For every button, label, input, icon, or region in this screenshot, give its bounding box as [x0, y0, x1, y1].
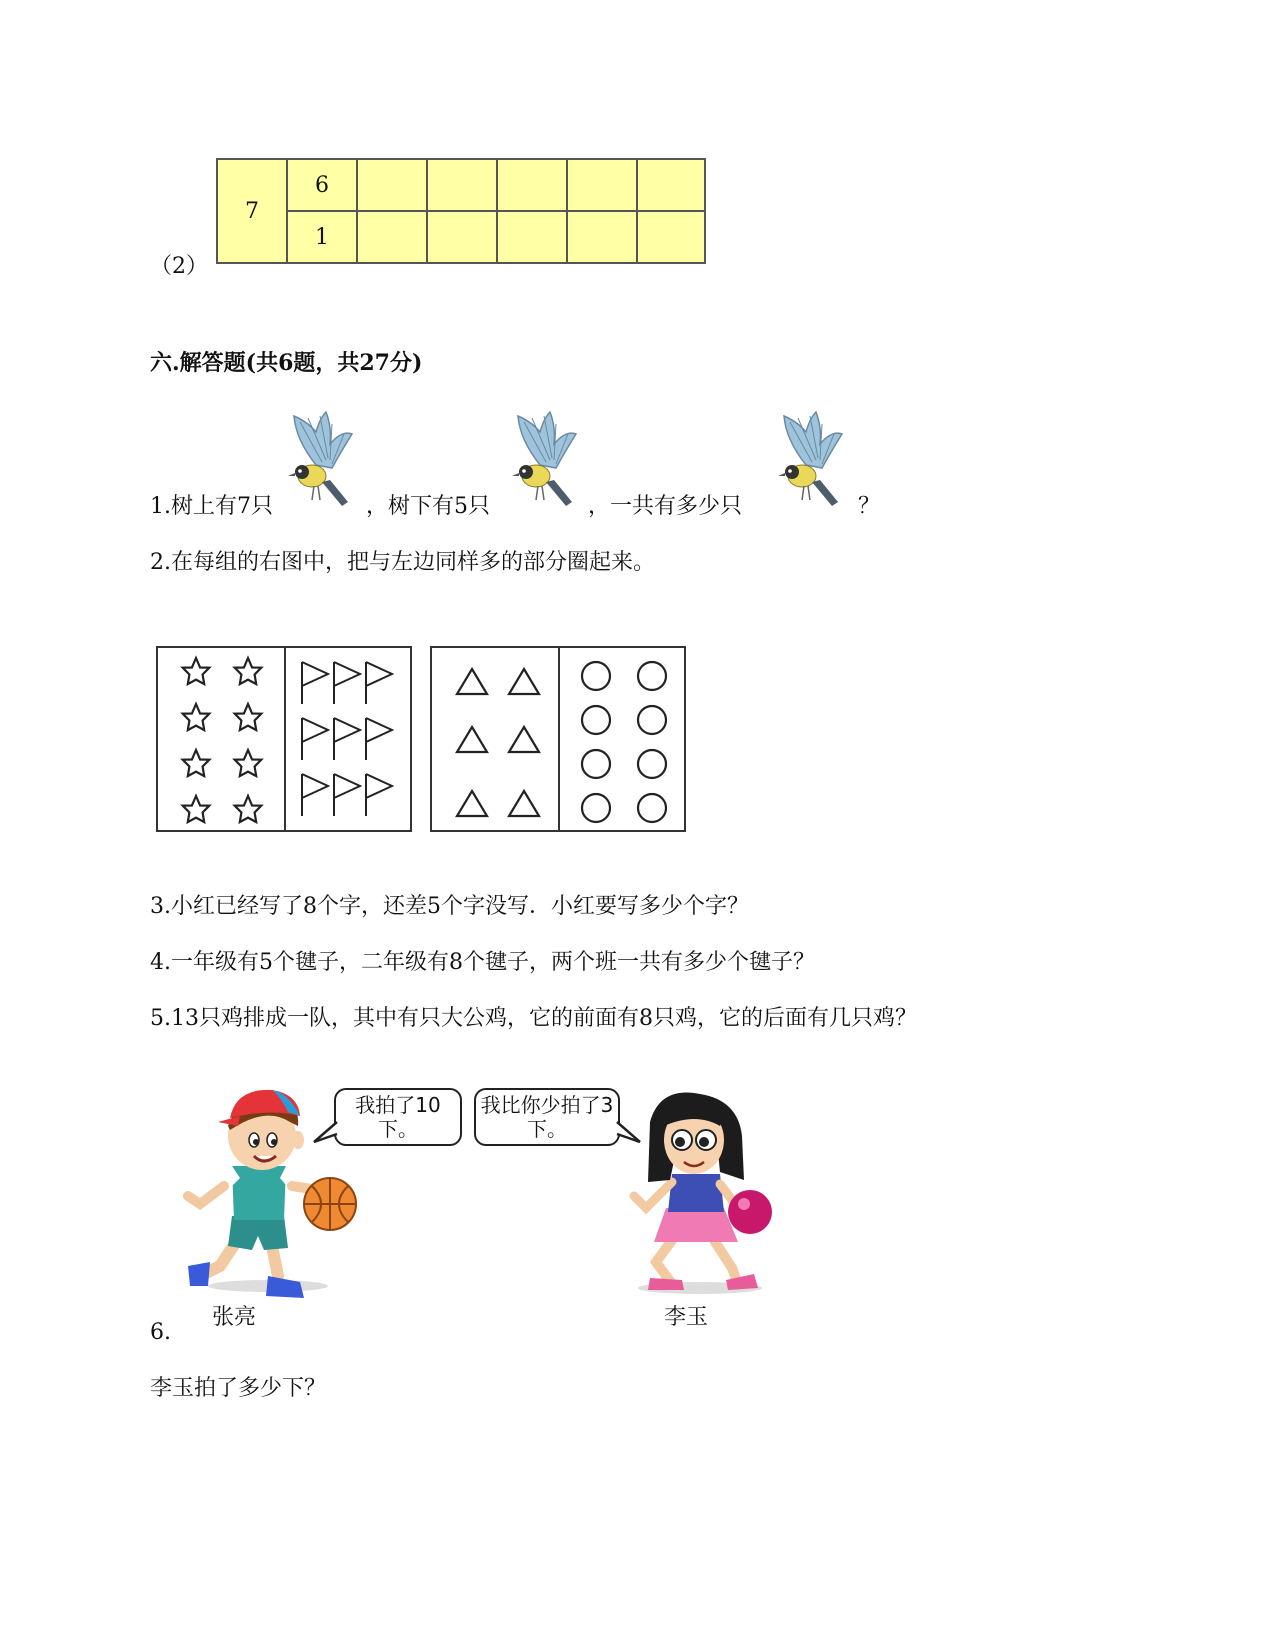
q4-text: 4.一年级有5个毽子，二年级有8个毽子，两个班一共有多少个毽子？	[150, 950, 815, 975]
q5-text: 5.13只鸡排成一队，其中有只大公鸡，它的前面有8只鸡，它的后面有几只鸡？	[150, 1006, 917, 1031]
girl-ball-illustration	[620, 1092, 780, 1302]
q1-text-2: ，树下有5只	[366, 494, 490, 519]
grid-cell[interactable]	[568, 212, 638, 262]
q1-text-4: ？	[858, 494, 881, 519]
q6-question: 李玉拍了多少下？	[150, 1376, 327, 1401]
q1-text-3: ，一共有多少只	[588, 494, 743, 519]
stars-figure	[168, 654, 278, 826]
q2-text: 2.在每组的右图中，把与左边同样多的部分圈起来。	[150, 550, 655, 575]
boy-basketball-illustration	[180, 1086, 370, 1306]
q6-number: 6.	[150, 1320, 171, 1345]
grid-cell[interactable]	[638, 212, 704, 262]
bird-icon	[776, 410, 856, 518]
name-right: 李玉	[664, 1305, 709, 1330]
q1-text-1: 1.树上有7只	[150, 494, 273, 519]
grid-bottom-1: 1	[288, 212, 358, 262]
triangles-figure	[442, 654, 552, 826]
q3-text: 3.小红已经写了8个字，还差5个字没写．小红要写多少个字？	[150, 894, 749, 919]
grid-cell[interactable]	[498, 160, 568, 212]
circles-figure	[568, 654, 678, 826]
speech-bubble-left: 我拍了10下。	[334, 1088, 462, 1146]
section-title: 六.解答题(共6题，共27分)	[150, 350, 423, 376]
grid-total: 7	[218, 160, 288, 262]
name-left: 张亮	[212, 1305, 257, 1330]
grid-cell[interactable]	[498, 212, 568, 262]
grid-cell[interactable]	[428, 160, 498, 212]
grid-cell[interactable]	[568, 160, 638, 212]
grid-top-1: 6	[288, 160, 358, 212]
grid-cell[interactable]	[638, 160, 704, 212]
grid-cell[interactable]	[428, 212, 498, 262]
grid-cell[interactable]	[358, 160, 428, 212]
bird-icon	[510, 410, 590, 518]
speech-bubble-right: 我比你少拍了3下。	[474, 1088, 620, 1146]
grid-cell[interactable]	[358, 212, 428, 262]
group-stars-flags	[156, 646, 412, 832]
bird-icon	[286, 410, 366, 518]
group-triangles-circles	[430, 646, 686, 832]
decomposition-grid	[216, 158, 706, 264]
part-label: （2）	[150, 254, 208, 279]
flags-figure	[294, 658, 404, 824]
